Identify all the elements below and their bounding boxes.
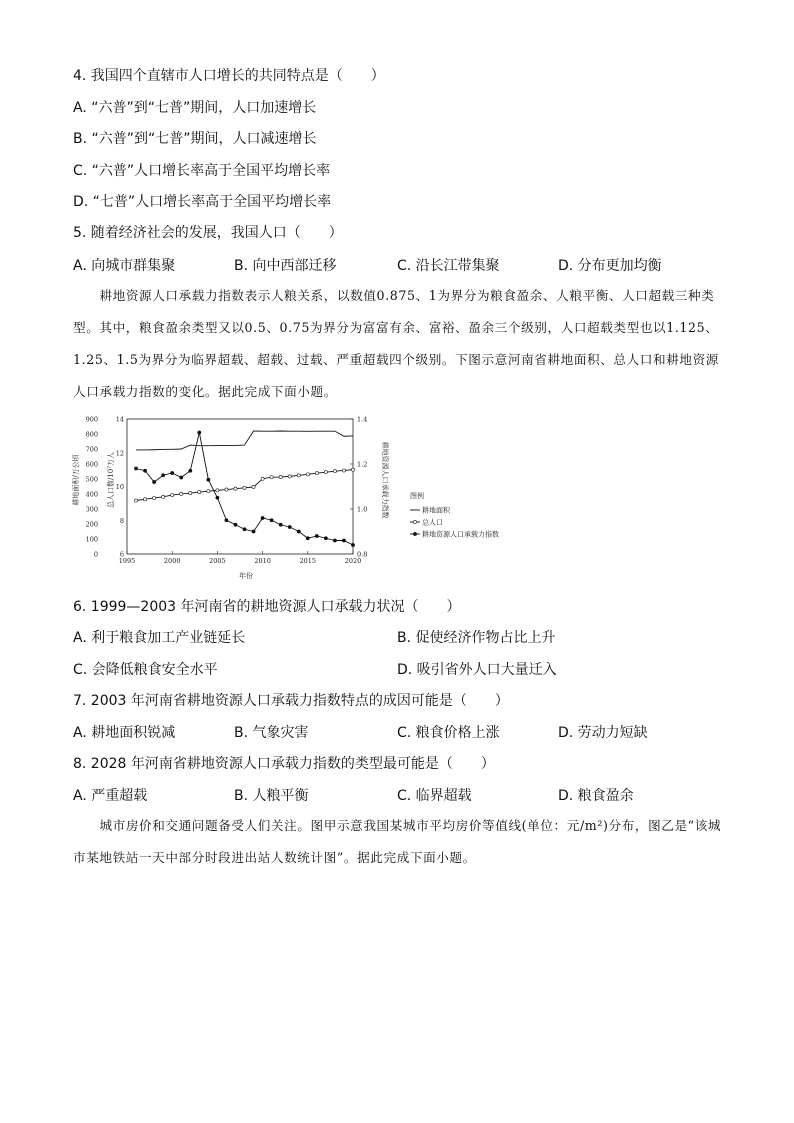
series-point-2 [297,530,300,533]
series-point-2 [342,539,345,542]
year-tick-label: 2010 [254,557,271,565]
farmland-tick-label: 400 [85,490,98,499]
series-point-1 [306,473,309,476]
question-5-option-d: D. 分布更加均衡 [558,258,662,274]
series-point-2 [162,474,165,477]
series-point-1 [342,469,345,472]
population-tick-label: 6 [119,550,124,559]
question-7-option-a: A. 耕地面积锐减 [73,725,176,741]
series-point-1 [143,498,146,501]
plot-border [127,419,353,554]
farmland-tick-label: 800 [85,430,98,439]
series-point-2 [351,543,354,546]
legend-label-1: 总人口 [422,518,443,527]
passage-carrying-capacity: 耕地资源人口承载力指数表示人粮关系，以数值0.875、1为界分为粮食盈余、人粮平衡、人口超载三种类型。其中，粮食盈余类型又以0.5、0.75为界分为富富有余、富裕、盈余三个级别，人口超载类型也以1.125、1.25、1.5为界分为临界超载、超载、过载、严重超载四个级别。下图示意河南省耕地面积、总人口和耕地资源人口承载力指数的变化。据此完成下面小题。 [73,288,719,399]
population-axis-ticks [116,416,124,559]
question-4-stem: 4. 我国四个直辖市人口增长的共同特点是（ ） [73,68,385,84]
question-7-option-b: B. 气象灾害 [234,725,309,741]
farmland-tick-label: 600 [85,460,98,469]
series-point-1 [153,496,156,499]
question-6-option-c: C. 会降低粮食安全水平 [73,662,218,678]
question-7-stem: 7. 2003 年河南省耕地资源人口承载力指数特点的成因可能是（ ） [73,693,509,709]
series-point-2 [252,530,255,533]
series-point-2 [225,519,228,522]
series-point-1 [134,499,137,502]
question-4-option-c: C. “六普”人口增长率高于全国平均增长率 [73,163,331,179]
question-8-option-d: D. 粮食盈余 [558,788,634,804]
farmland-tick-label: 500 [85,475,98,484]
year-tick-label: 2000 [163,557,181,565]
population-tick-label: 8 [119,516,124,525]
series-point-2 [333,539,336,542]
series-point-2 [189,469,192,472]
question-5-option-c: C. 沿长江带集聚 [397,258,500,274]
series-point-2 [279,523,282,526]
legend-label-2: 耕地资源人口承载力指数 [422,530,499,539]
question-6-option-b: B. 促使经济作物占比上升 [397,630,556,646]
series-point-2 [198,431,201,434]
series-point-2 [324,537,327,540]
year-tick-label: 2005 [209,557,226,565]
series-point-2 [153,480,156,483]
question-6-option-d: D. 吸引省外人口大量迁入 [397,662,557,678]
farmland-tick-label: 200 [85,520,98,529]
farmland-tick-label: 700 [85,445,98,454]
index-tick-label: 1.4 [357,415,368,424]
series-point-1 [279,475,282,478]
series-point-1 [225,488,228,491]
farmland-tick-label: 300 [85,505,98,514]
index-tick-label: 0.8 [357,550,368,559]
legend-marker-1 [413,520,416,523]
series-point-2 [306,537,309,540]
farmland-tick-label: 900 [85,415,98,424]
series-point-1 [207,490,210,493]
question-8-stem: 8. 2028 年河南省耕地资源人口承载力指数的类型最可能是（ ） [73,756,495,772]
series-point-2 [207,478,210,481]
series-point-1 [297,474,300,477]
question-8-option-a: A. 严重超载 [73,788,148,804]
series-point-2 [180,476,183,479]
population-tick-label: 14 [115,415,124,424]
population-axis-label: 总人口数/10⁷万人 [107,451,115,509]
year-tick-label: 2020 [344,557,362,565]
series-point-1 [216,489,219,492]
question-7-option-c: C. 粮食价格上涨 [397,725,500,741]
series-point-1 [351,468,354,471]
series-point-1 [333,470,336,473]
series-point-1 [270,476,273,479]
series-point-1 [234,487,237,490]
farmland-tick-label: 100 [85,535,98,544]
question-6-option-a: A. 利于粮食加工产业链延长 [73,630,246,646]
series-point-2 [288,525,291,528]
series-point-1 [198,490,201,493]
series-point-1 [252,485,255,488]
series-point-2 [315,534,318,537]
series-point-1 [315,472,318,475]
legend-title: 图例 [410,492,424,500]
question-4-option-b: B. “六普”到“七普”期间，人口减速增长 [73,131,317,147]
farmland-tick-label: 0 [93,550,98,559]
series-point-2 [134,467,137,470]
series-point-2 [234,523,237,526]
series-point-1 [324,471,327,474]
series-point-1 [189,491,192,494]
series-point-1 [261,477,264,480]
series-point-2 [243,528,246,531]
index-axis-label: 耕地资源人口承载力指数 [381,441,389,519]
series-point-2 [143,469,146,472]
farmland-axis-label: 耕地面积/万公顷 [72,454,80,506]
series-point-2 [171,471,174,474]
question-7-option-d: D. 劳动力短缺 [558,725,648,741]
question-8-option-c: C. 临界超载 [397,788,472,804]
series-point-2 [261,516,264,519]
henan-farmland-chart [70,408,520,580]
question-4-option-a: A. “六普”到“七普”期间，人口加速增长 [73,100,317,116]
x-axis-label: 年份 [239,572,253,580]
year-axis-ticks [119,551,362,565]
series-point-1 [162,495,165,498]
population-tick-label: 12 [115,449,124,458]
series-point-1 [180,492,183,495]
legend-label-0: 耕地面积 [422,506,450,515]
question-5-option-a: A. 向城市群集聚 [73,258,176,274]
farmland-axis-ticks [86,416,98,559]
series-point-1 [288,475,291,478]
year-tick-label: 2015 [299,557,317,565]
legend-marker-2 [413,532,416,535]
index-tick-label: 1.0 [357,505,368,514]
series-layer [134,431,354,547]
passage-housing-traffic: 城市房价和交通问题备受人们关注。图甲示意我国某城市平均房价等值线(单位：元/m²)分布，图乙是“该城市某地铁站一天中部分时段进出站人数统计图”。据此完成下面小题。 [73,818,722,865]
year-tick-label: 1995 [118,557,136,565]
chart-legend [410,491,499,539]
series-line-0 [136,431,353,450]
series-point-2 [270,519,273,522]
question-8-option-b: B. 人粮平衡 [234,788,309,804]
chart-frame [127,419,353,554]
index-tick-label: 1.2 [357,460,368,469]
question-6-stem: 6. 1999—2003 年河南省的耕地资源人口承载力状况（ ） [73,599,461,615]
population-tick-label: 10 [115,483,124,491]
question-4-option-d: D. “七普”人口增长率高于全国平均增长率 [73,194,332,210]
series-point-2 [216,496,219,499]
question-5-stem: 5. 随着经济社会的发展，我国人口（ ） [73,225,343,241]
question-5-option-b: B. 向中西部迁移 [234,258,337,274]
series-point-1 [171,494,174,497]
series-point-1 [243,486,246,489]
